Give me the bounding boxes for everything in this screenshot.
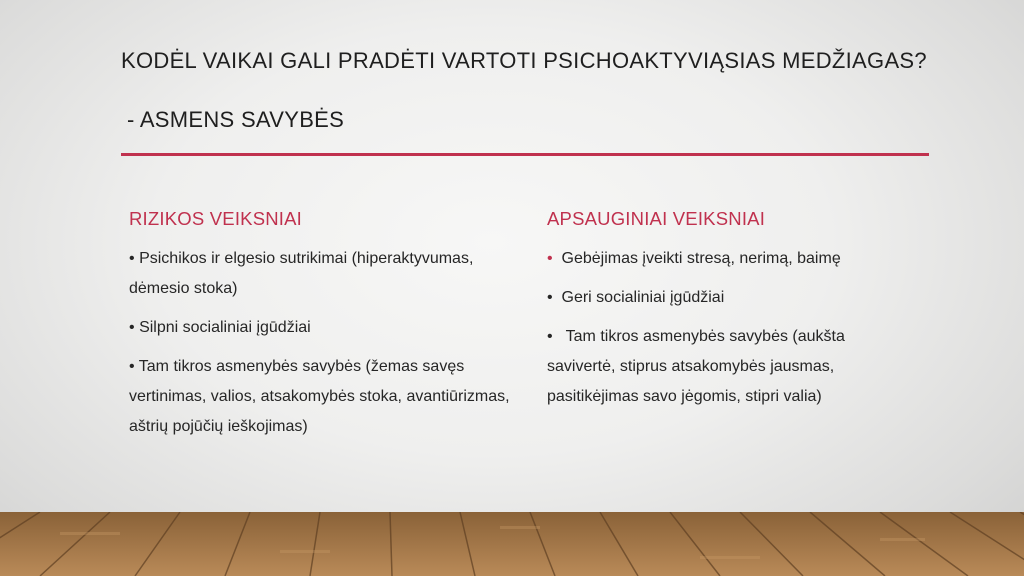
bullet-icon: •	[547, 250, 553, 267]
wood-floor	[0, 512, 1024, 576]
risk-item	[129, 352, 514, 442]
slide-subtitle: - ASMENS SAVYBĖS	[127, 107, 345, 132]
risk-item-text: Silpni socialiniai įgūdžiai	[139, 319, 311, 336]
risk-factors-heading: RIZIKOS VEIKSNIAI	[129, 208, 303, 229]
wood-floor-planks	[0, 512, 1024, 576]
protective-factors-heading: APSAUGINIAI VEIKSNIAI	[547, 208, 766, 229]
protective-item-text: Gebėjimas įveikti stresą, nerimą, baimę	[561, 250, 841, 267]
risk-item-text: Tam tikros asmenybės savybės (žemas savęs vertinimas, valios, atsakomybės stoka, avantiūrizmas, aštrių pojūčių ieškojimas)	[129, 358, 510, 435]
protective-item	[547, 322, 917, 412]
title-divider	[121, 153, 929, 156]
protective-item-text: Geri socialiniai įgūdžiai	[561, 289, 725, 306]
bullet-icon: •	[129, 250, 135, 267]
risk-item	[129, 244, 514, 304]
protective-factors-column	[547, 208, 917, 421]
risk-item-text: Psichikos ir elgesio sutrikimai (hiperaktyvumas, dėmesio stoka)	[129, 250, 474, 297]
protective-item-text: Tam tikros asmenybės savybės (aukšta savivertė, stiprus atsakomybės jausmas, pasitikėjimas savo jėgomis, stipri valia)	[547, 328, 845, 405]
bullet-icon: •	[129, 319, 135, 336]
slide-title: KODĖL VAIKAI GALI PRADĖTI VARTOTI PSICHOAKTYVIĄSIAS MEDŽIAGAS?	[121, 48, 927, 73]
bullet-icon: •	[547, 289, 553, 306]
risk-item	[129, 313, 514, 343]
protective-item	[547, 244, 917, 274]
bullet-icon: •	[547, 328, 553, 345]
protective-item	[547, 283, 917, 313]
risk-factors-column	[129, 208, 514, 451]
bullet-icon: •	[129, 358, 135, 375]
